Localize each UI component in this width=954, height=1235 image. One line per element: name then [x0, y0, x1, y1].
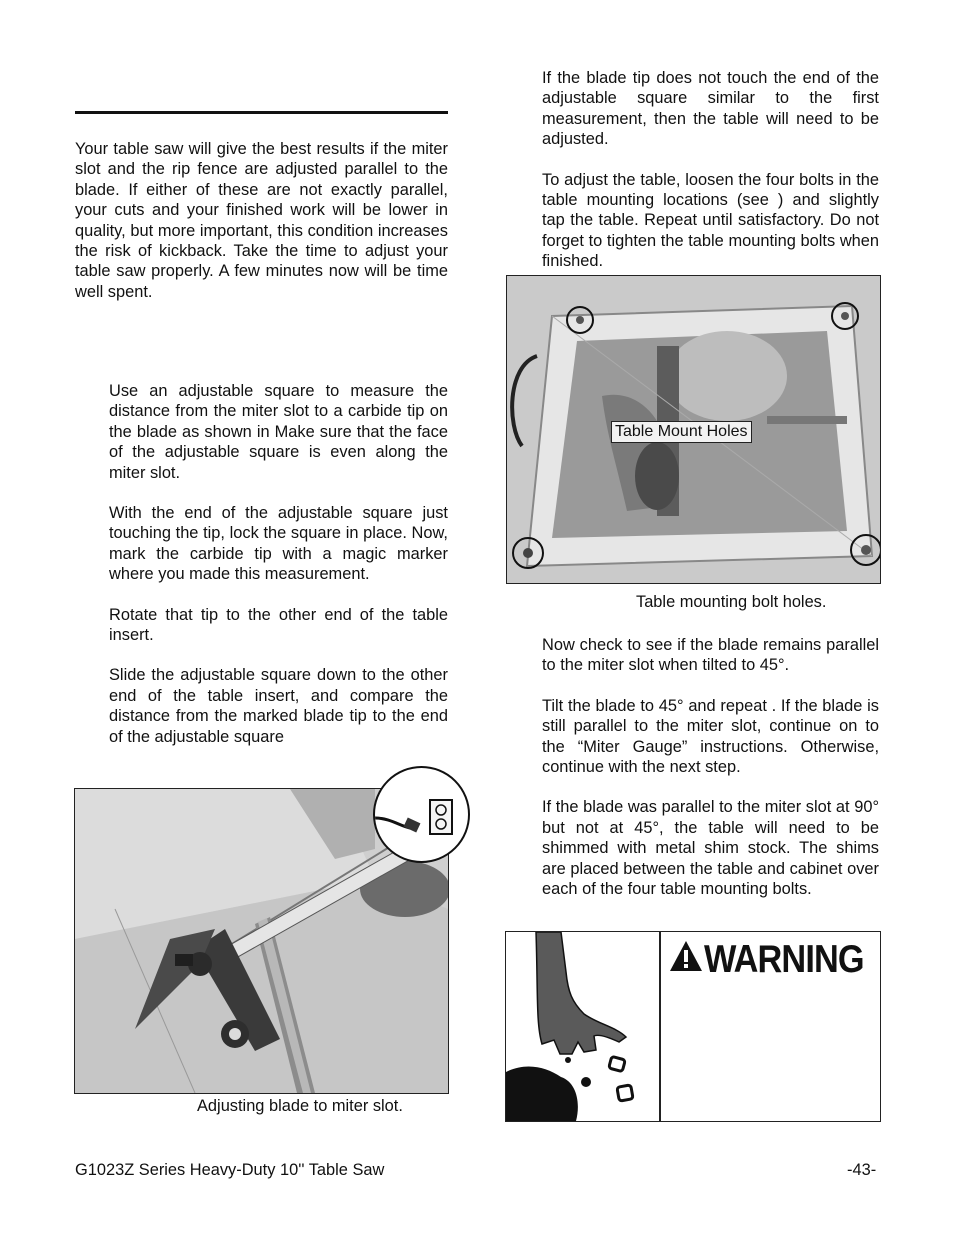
right-bottom-text — [542, 635, 879, 919]
right-figure-caption: Table mounting bolt holes. — [636, 593, 827, 611]
section-heading-rule — [75, 111, 448, 114]
table-mount-figure — [506, 275, 881, 584]
adjust-table-paragraph: To adjust the table, loosen the four bolts in the table mounting locations (see ) and slightly tap the table. Repeat until satisfactory. Do not forget to tighten the table mounting bolts when finished. — [542, 170, 879, 271]
footer-title: G1023Z Series Heavy-Duty 10'' Table Saw — [75, 1161, 385, 1179]
warning-triangle-icon — [669, 940, 703, 972]
right-top-text — [542, 68, 879, 292]
warning-box — [505, 931, 881, 1122]
page-number: -43- — [847, 1161, 877, 1179]
check-45-paragraph: Now check to see if the blade remains parallel to the miter slot when tilted to 45°. — [542, 636, 879, 675]
intro-paragraph — [75, 139, 448, 302]
plug-icon — [375, 768, 468, 861]
shim-paragraph: If the blade was parallel to the miter slot at 90° but not at 45°, the table will need to be shimmed with metal shim stock. The shims are placed between the table and cabinet over each of the four table mounting bolts. — [542, 798, 879, 899]
step-1: Use an adjustable square to measure the distance from the miter slot to a carbide tip on the blade as shown in Make sure that the face of the adjustable square is even along the miter slot. — [109, 382, 448, 482]
step-4: Slide the adjustable square down to the other end of the table insert, and compare the distance from the marked blade tip to the end of the adjustable square — [109, 666, 448, 746]
steps-list — [109, 381, 448, 767]
step-3: Rotate that tip to the other end of the table insert. — [109, 605, 448, 645]
tilt-blade-paragraph: Tilt the blade to 45° and repeat . If the blade is still parallel to the miter slot, continue on to the “Miter Gauge” instructions. Otherwise, continue with the next step. — [542, 696, 879, 777]
unplug-inset-circle — [373, 766, 470, 863]
step-2: With the end of the adjustable square just touching the tip, lock the square in place. Now, mark the carbide tip with a magic marker where you made this measurement. — [109, 504, 448, 584]
hand-injury-icon — [506, 932, 659, 1121]
warning-divider — [659, 932, 661, 1121]
table-mount-holes-label: Table Mount Holes — [611, 421, 752, 443]
intro-text: Your table saw will give the best results if the miter slot and the rip fence are adjusted parallel to the blade. If either of these are not exactly parallel, your cuts and your finished work will be lower in quality, but more important, this condition increases the risk of kickback. Take the time to adjust your table saw properly. A few minutes now will be time well spent. — [75, 140, 448, 301]
warning-title: WARNING — [704, 938, 864, 981]
adjust-needed-paragraph: If the blade tip does not touch the end of the adjustable square similar to the first measurement, then the table will need to be adjusted. — [542, 69, 879, 149]
left-figure-caption: Adjusting blade to miter slot. — [197, 1097, 403, 1115]
